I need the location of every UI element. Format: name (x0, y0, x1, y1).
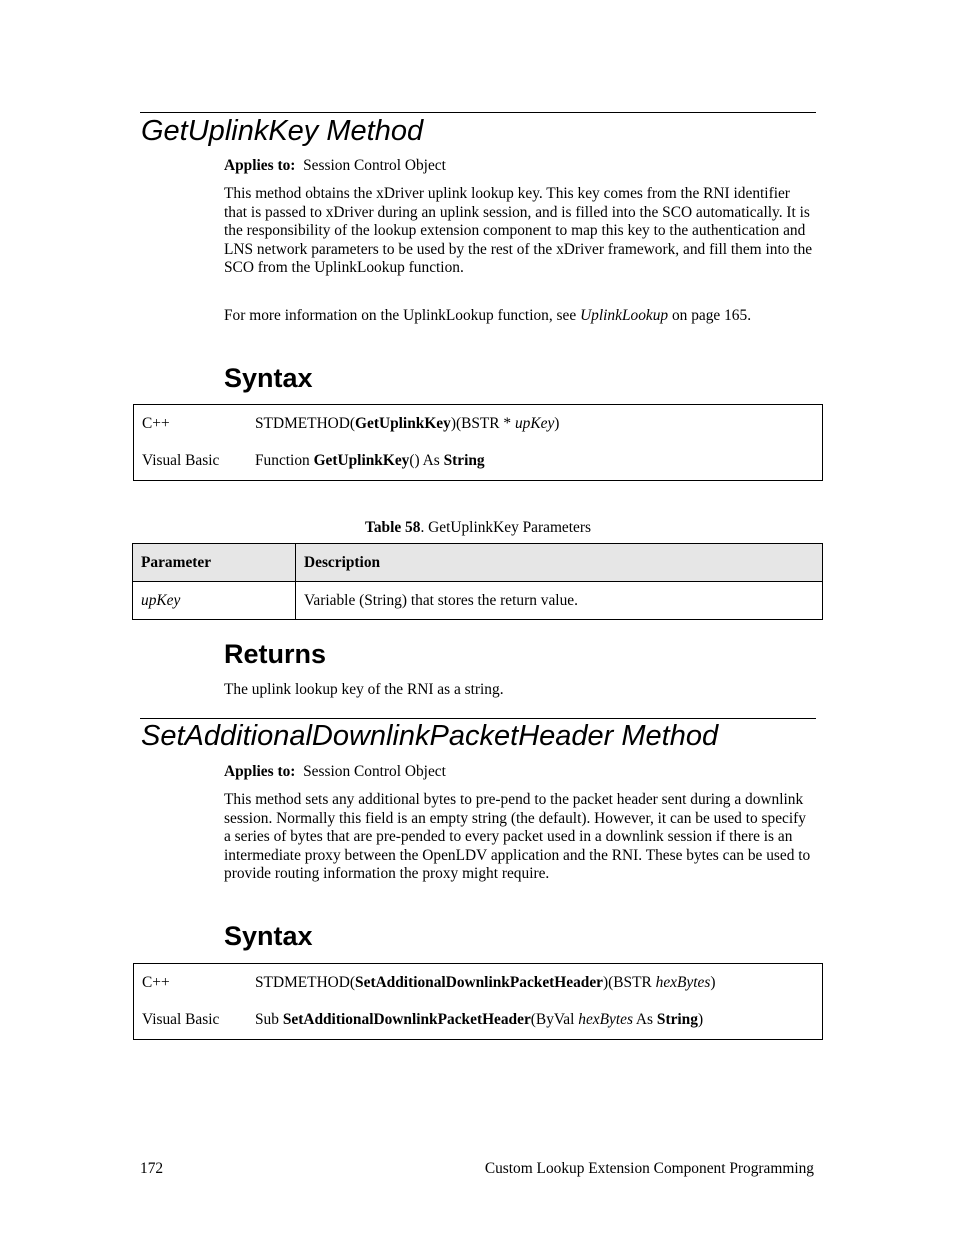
applies-to-value-2: Session Control Object (303, 763, 446, 780)
syntax-row-cpp (134, 414, 822, 434)
param-description: Variable (String) that stores the return value. (296, 582, 823, 620)
column-header-parameter: Parameter (133, 544, 296, 582)
applies-to-line-2 (224, 763, 816, 782)
table-caption: Table 58. GetUplinkKey Parameters (365, 519, 591, 536)
vb-signature-2: Sub SetAdditionalDownlinkPacketHeader(ByVal hexBytes As String) (255, 1011, 704, 1028)
applies-to-label-2: Applies to: (224, 763, 296, 780)
syntax-heading-2: Syntax (224, 921, 313, 951)
returns-text: The uplink lookup key of the RNI as a string. (224, 681, 504, 698)
language-label-cpp: C++ (142, 415, 170, 432)
method-title-getuplinkkey: GetUplinkKey Method (141, 115, 424, 147)
method-description: This method obtains the xDriver uplink lookup key. This key comes from the RNI identifier that is passed to xDriver during an uplink session, and is filled into the SCO automatically. It is the responsibility of the lookup extension component to map this key to the authentication and LNS network parameters to be used by the rest of the xDriver framework, and fill them into the SCO from the UplinkLookup function. (224, 185, 813, 277)
parameters-table (132, 543, 823, 620)
table-header-row (133, 544, 823, 582)
syntax-box-2 (133, 963, 823, 1040)
more-info-post: on page 165. (668, 307, 752, 324)
method-description-2: This method sets any additional bytes to pre-pend to the packet header sent during a downlink session. Normally this field is an empty string (the default). However, it can be used to specify a series of bytes that are pre-pended to every packet used in a downlink session if there is an intermediate proxy between the OpenLDV application and the RNI. These bytes can be used to provide routing information the proxy might require. (224, 791, 811, 883)
method-title-setadditionaldownlinkpacketheader: SetAdditionalDownlinkPacketHeader Method (141, 720, 719, 752)
language-label-cpp-2: C++ (142, 974, 170, 991)
param-name: upKey (133, 582, 296, 620)
returns-heading: Returns (224, 639, 327, 669)
page-number: 172 (140, 1160, 164, 1177)
vb-signature: Function GetUplinkKey() As String (255, 452, 485, 469)
applies-to-value: Session Control Object (303, 157, 446, 174)
column-header-description: Description (296, 544, 823, 582)
applies-to-line (224, 157, 816, 176)
cpp-signature-2: STDMETHOD(SetAdditionalDownlinkPacketHeader)(BSTR hexBytes) (255, 974, 716, 991)
uplinklookup-reference[interactable]: UplinkLookup (580, 307, 669, 324)
applies-to-label: Applies to: (224, 157, 296, 174)
chapter-title: Custom Lookup Extension Component Programming (484, 1160, 814, 1177)
syntax-row-cpp-2 (134, 973, 822, 993)
more-info-pre: For more information on the UplinkLookup function, see (224, 307, 581, 324)
syntax-row-vb-2 (134, 1010, 822, 1030)
language-label-vb: Visual Basic (142, 452, 220, 469)
table-row (133, 582, 823, 620)
syntax-box (133, 404, 823, 481)
cpp-signature: STDMETHOD(GetUplinkKey)(BSTR * upKey) (255, 415, 560, 432)
syntax-heading: Syntax (224, 363, 313, 393)
language-label-vb-2: Visual Basic (142, 1011, 220, 1028)
syntax-row-vb (134, 451, 822, 471)
more-info-paragraph (224, 307, 816, 326)
section-rule-top (140, 112, 816, 113)
